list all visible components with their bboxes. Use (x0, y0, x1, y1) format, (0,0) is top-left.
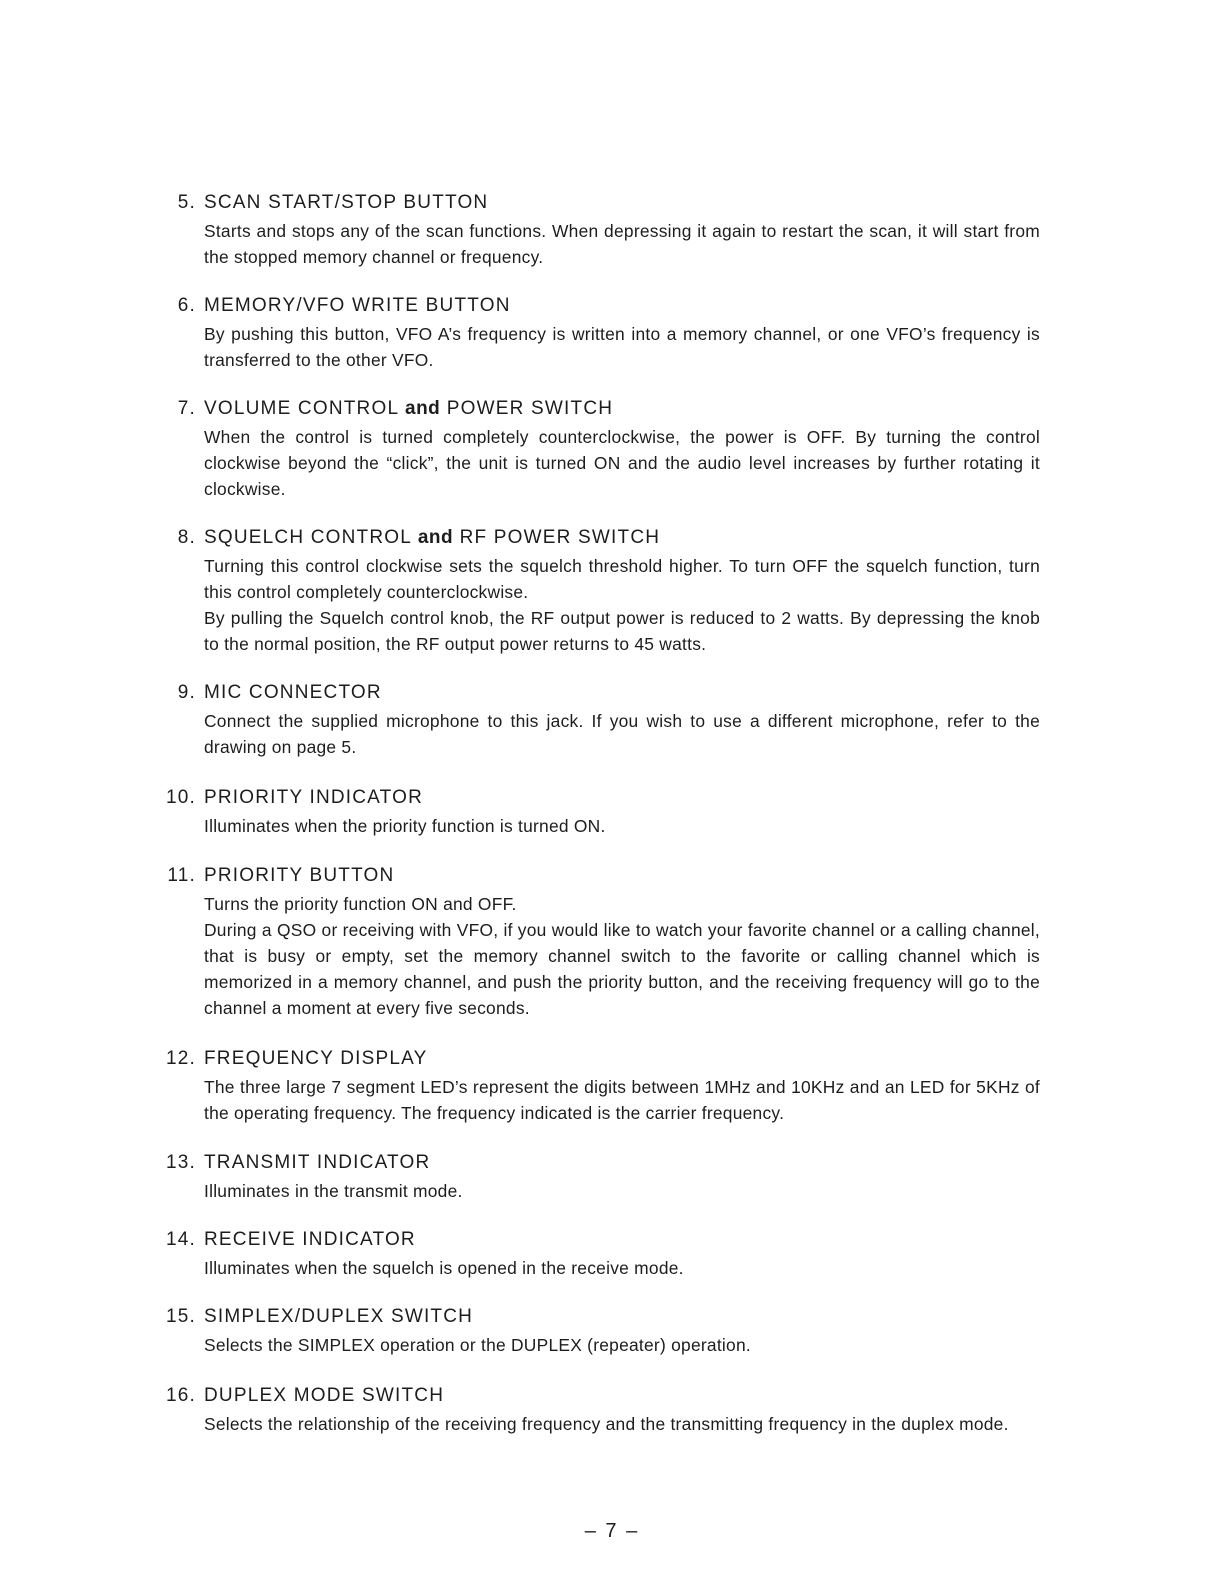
section-title: RECEIVE INDICATOR (204, 1229, 416, 1250)
section-heading (160, 1150, 1040, 1176)
section-heading (160, 525, 1040, 551)
section-body (204, 1332, 1040, 1358)
section-squelch-control-rf-power-switch (160, 525, 1040, 657)
section-title: VOLUME CONTROL (204, 398, 399, 419)
section-body (204, 424, 1040, 502)
paragraph: Connect the supplied microphone to this jack. If you wish to use a different microphone, refer to the drawing on page 5. (204, 711, 1040, 757)
section-title: SQUELCH CONTROL (204, 527, 412, 548)
section-title: SCAN START/STOP BUTTON (204, 192, 489, 213)
section-heading (160, 1383, 1040, 1409)
section-title: SIMPLEX/DUPLEX SWITCH (204, 1306, 474, 1327)
section-number: 13. (165, 1152, 196, 1173)
section-body (204, 1411, 1040, 1437)
section-body (204, 1255, 1040, 1281)
section-simplex-duplex-switch (160, 1304, 1040, 1358)
section-body (204, 218, 1040, 270)
section-heading (160, 1227, 1040, 1253)
section-title: MIC CONNECTOR (204, 682, 382, 703)
section-volume-control-power-switch (160, 396, 1040, 502)
section-title: PRIORITY BUTTON (204, 865, 395, 886)
section-number: 8. (177, 527, 196, 548)
section-heading (160, 190, 1040, 216)
section-heading (160, 863, 1040, 889)
section-number: 11. (167, 865, 196, 886)
section-number: 12. (165, 1048, 196, 1069)
section-number: 14. (165, 1229, 196, 1250)
paragraph: The three large 7 segment LED’s represent the digits between 1MHz and 10KHz and an LED for 5KHz of the operating frequency. The frequency indicated is the carrier frequency. (204, 1077, 1040, 1123)
section-frequency-display (160, 1046, 1040, 1126)
section-number: 6. (177, 295, 196, 316)
section-body (204, 1178, 1040, 1204)
paragraph: Illuminates when the priority function is turned ON. (204, 816, 606, 836)
section-heading (160, 680, 1040, 706)
section-heading (160, 785, 1040, 811)
section-title: PRIORITY INDICATOR (204, 787, 424, 808)
section-body (204, 891, 1040, 1021)
paragraph: During a QSO or receiving with VFO, if you would like to watch your favorite channel or a calling channel, that is busy or empty, set the memory channel switch to the favorite or calling channel which is memorized in a memory channel, and push the priority button, and the receiving frequency will go to the channel a moment at every five seconds. (204, 920, 1040, 1018)
paragraph: Turning this control clockwise sets the squelch threshold higher. To turn OFF the squelch function, turn this control completely counterclockwise. (204, 556, 1040, 602)
section-scan-start-stop-button (160, 190, 1040, 270)
section-title: MEMORY/VFO WRITE BUTTON (204, 295, 511, 316)
section-body (204, 813, 1040, 839)
section-number: 10. (165, 787, 196, 808)
section-number: 16. (165, 1385, 196, 1406)
section-title-rest: POWER SWITCH (446, 398, 614, 419)
paragraph: By pushing this button, VFO A’s frequency is written into a memory channel, or one VFO’s frequency is transferred to the other VFO. (204, 324, 1040, 370)
paragraph: Turns the priority function ON and OFF. (204, 894, 517, 914)
section-title: DUPLEX MODE SWITCH (204, 1385, 445, 1406)
section-number: 9. (177, 682, 196, 703)
section-transmit-indicator (160, 1150, 1040, 1204)
section-number: 5. (177, 192, 196, 213)
section-heading (160, 293, 1040, 319)
section-memory-vfo-write-button (160, 293, 1040, 373)
section-priority-button (160, 863, 1040, 1021)
section-body (204, 708, 1040, 760)
section-number: 7. (177, 398, 196, 419)
section-heading (160, 1304, 1040, 1330)
section-body (204, 321, 1040, 373)
section-title: TRANSMIT INDICATOR (204, 1152, 431, 1173)
section-receive-indicator (160, 1227, 1040, 1281)
section-body (204, 1074, 1040, 1126)
section-title-and: and (417, 527, 454, 548)
paragraph: Selects the SIMPLEX operation or the DUPLEX (repeater) operation. (204, 1335, 751, 1355)
section-priority-indicator (160, 785, 1040, 839)
section-heading (160, 396, 1040, 422)
section-mic-connector (160, 680, 1040, 760)
page-number: – 7 – (584, 1520, 640, 1542)
section-body (204, 553, 1040, 657)
section-title-rest: RF POWER SWITCH (459, 527, 661, 548)
paragraph: Starts and stops any of the scan functions. When depressing it again to restart the scan, it will start from the stopped memory channel or frequency. (204, 221, 1040, 267)
paragraph: By pulling the Squelch control knob, the RF output power is reduced to 2 watts. By depressing the knob to the normal position, the RF output power returns to 45 watts. (204, 608, 1040, 654)
paragraph: Illuminates in the transmit mode. (204, 1181, 463, 1201)
section-title: FREQUENCY DISPLAY (204, 1048, 428, 1069)
paragraph: Illuminates when the squelch is opened in the receive mode. (204, 1258, 684, 1278)
paragraph: Selects the relationship of the receiving frequency and the transmitting frequency in the duplex mode. (204, 1414, 1009, 1434)
section-heading (160, 1046, 1040, 1072)
paragraph: When the control is turned completely counterclockwise, the power is OFF. By turning the control clockwise beyond the “click”, the unit is turned ON and the audio level increases by further rotating it clockwise. (204, 427, 1040, 499)
section-number: 15. (165, 1306, 196, 1327)
section-title-and: and (405, 398, 441, 419)
section-duplex-mode-switch (160, 1383, 1040, 1437)
